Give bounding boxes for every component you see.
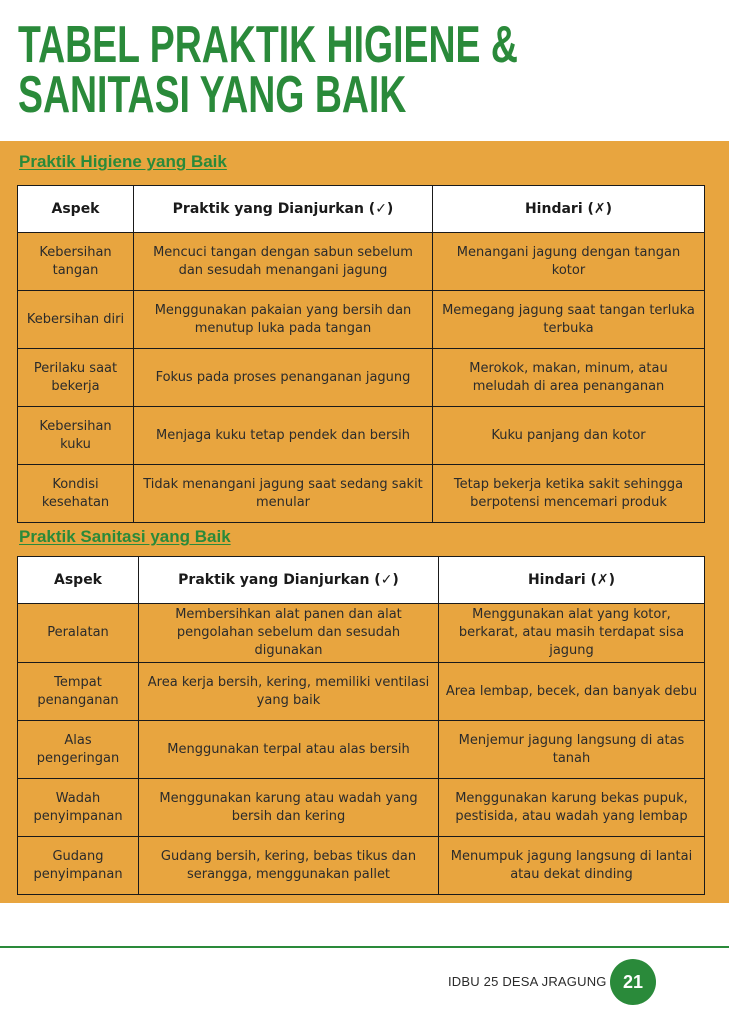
higiene-header-dianjurkan: Praktik yang Dianjurkan (✓) [134, 186, 433, 233]
hindari-cell: Area lembap, becek, dan banyak debu [439, 663, 705, 721]
aspek-cell: Kebersihan diri [18, 291, 134, 349]
hindari-cell: Menggunakan alat yang kotor, berkarat, atau masih terdapat sisa jagung [439, 604, 705, 663]
higiene-header-aspek: Aspek [18, 186, 134, 233]
dianjurkan-cell: Membersihkan alat panen dan alat pengolahan sebelum dan sesudah digunakan [139, 604, 439, 663]
table-row [18, 604, 705, 663]
table-row [18, 779, 705, 837]
aspek-cell: Kebersihan tangan [18, 233, 134, 291]
aspek-cell: Kebersihan kuku [18, 407, 134, 465]
dianjurkan-cell: Menggunakan terpal atau alas bersih [139, 721, 439, 779]
dianjurkan-cell: Gudang bersih, kering, bebas tikus dan serangga, menggunakan pallet [139, 837, 439, 895]
dianjurkan-cell: Menggunakan pakaian yang bersih dan menutup luka pada tangan [134, 291, 433, 349]
page-number-badge: 21 [610, 959, 656, 1005]
sanitasi-header-dianjurkan: Praktik yang Dianjurkan (✓) [139, 557, 439, 604]
dianjurkan-cell: Fokus pada proses penanganan jagung [134, 349, 433, 407]
dianjurkan-cell: Tidak menangani jagung saat sedang sakit menular [134, 465, 433, 523]
footer-label: IDBU 25 DESA JRAGUNG [448, 974, 607, 989]
table-row [18, 407, 705, 465]
hindari-cell: Menumpuk jagung langsung di lantai atau dekat dinding [439, 837, 705, 895]
sanitasi-header-row [18, 557, 705, 604]
aspek-cell: Alas pengeringan [18, 721, 139, 779]
aspek-cell: Wadah penyimpanan [18, 779, 139, 837]
table-row [18, 663, 705, 721]
table-row [18, 465, 705, 523]
aspek-cell: Perilaku saat bekerja [18, 349, 134, 407]
dianjurkan-cell: Mencuci tangan dengan sabun sebelum dan sesudah menangani jagung [134, 233, 433, 291]
table-row [18, 721, 705, 779]
hindari-cell: Menggunakan karung bekas pupuk, pestisida, atau wadah yang lembap [439, 779, 705, 837]
hindari-cell: Memegang jagung saat tangan terluka terbuka [433, 291, 705, 349]
page-title-line-1: TABEL PRAKTIK HIGIENE & [18, 16, 518, 74]
sanitasi-header-aspek: Aspek [18, 557, 139, 604]
footer-divider [0, 946, 729, 948]
table-row [18, 837, 705, 895]
page-title [18, 16, 522, 124]
table-row [18, 291, 705, 349]
hindari-cell: Menangani jagung dengan tangan kotor [433, 233, 705, 291]
higiene-header-row [18, 186, 705, 233]
hindari-cell: Kuku panjang dan kotor [433, 407, 705, 465]
dianjurkan-cell: Menjaga kuku tetap pendek dan bersih [134, 407, 433, 465]
table-row [18, 233, 705, 291]
aspek-cell: Tempat penanganan [18, 663, 139, 721]
sanitasi-table [17, 556, 705, 895]
dianjurkan-cell: Menggunakan karung atau wadah yang bersih dan kering [139, 779, 439, 837]
higiene-table [17, 185, 705, 523]
dianjurkan-cell: Area kerja bersih, kering, memiliki ventilasi yang baik [139, 663, 439, 721]
aspek-cell: Kondisi kesehatan [18, 465, 134, 523]
aspek-cell: Gudang penyimpanan [18, 837, 139, 895]
hindari-cell: Tetap bekerja ketika sakit sehingga berpotensi mencemari produk [433, 465, 705, 523]
page-title-line-2: SANITASI YANG BAIK [18, 66, 407, 124]
sanitasi-header-hindari: Hindari (✗) [439, 557, 705, 604]
aspek-cell: Peralatan [18, 604, 139, 663]
hindari-cell: Menjemur jagung langsung di atas tanah [439, 721, 705, 779]
sanitasi-heading: Praktik Sanitasi yang Baik [19, 527, 231, 546]
table-row [18, 349, 705, 407]
hindari-cell: Merokok, makan, minum, atau meludah di area penanganan [433, 349, 705, 407]
higiene-heading: Praktik Higiene yang Baik [19, 152, 227, 171]
higiene-header-hindari: Hindari (✗) [433, 186, 705, 233]
